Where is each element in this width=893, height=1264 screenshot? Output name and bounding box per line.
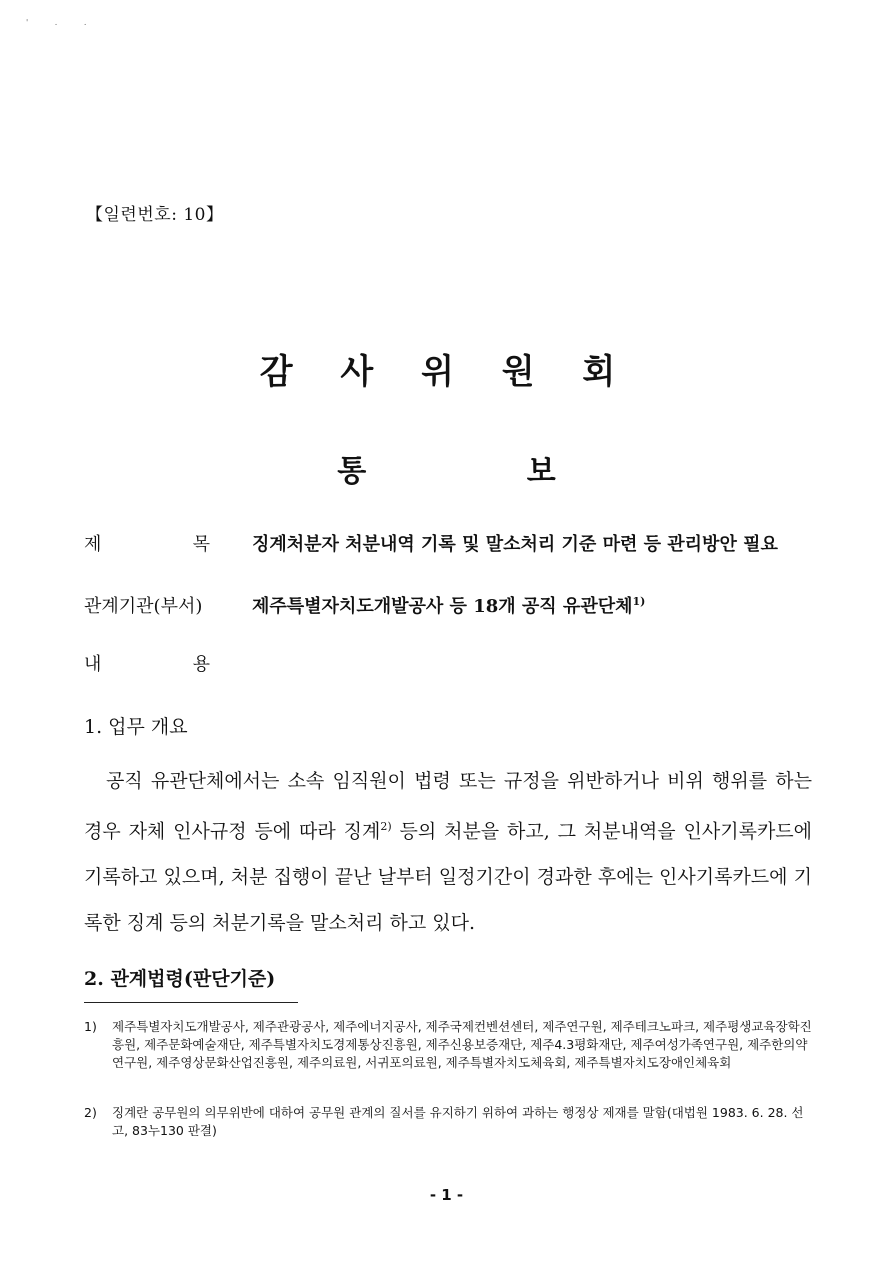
content-label [84,650,210,676]
content-label-char: 내 [84,654,102,675]
subject-label-char: 목 [192,534,210,555]
content-label-char: 용 [192,654,210,675]
footnote-number: 1) [84,1019,97,1034]
agency-text: 제주특별자치도개발공사 등 18개 공직 유관단체 [252,596,633,617]
section-1-heading: 1. 업무 개요 [84,716,188,738]
footnote-ref-1: 1) [632,595,646,608]
document-title: 감 사 위 원 회 [259,352,634,392]
serial-number: 【일련번호: 10】 [86,205,224,225]
scan-marks: ' . . [26,18,99,27]
footnote-text: 징계란 공무원의 의무위반에 대하여 공무원 관계의 질서를 유지하기 위하여 과하는 행정상 제재를 말함(대법원 1983. 6. 28. 선고, 83누130 판결) [112,1105,804,1138]
subject-value: 징계처분자 처분내역 기록 및 말소처리 기준 마련 등 관리방안 필요 [252,534,778,555]
paragraph-text-b: 등의 처분을 하고, 그 처분내역을 인사기록카드에 기록하고 있으며, 처분 집행이 끝난 날부터 일정기간이 경과한 후에는 인사기록카드에 기록한 징계 등의 처분기록을 말소처리 하고 있다. [84,820,813,935]
agency-label: 관계기관(부서) [84,596,203,617]
page-number: - 1 - [429,1186,464,1204]
footnote-number: 2) [84,1105,97,1120]
section-1-paragraph [84,758,812,946]
footnote-1 [84,1018,812,1072]
subject-label-char: 제 [84,534,102,555]
document-subtitle: 통 보 [337,454,556,489]
paragraph-text-a: 공직 유관단체에서는 소속 임직원이 법령 또는 규정을 위반하거나 비위 행위를 하는 경우 자체 인사규정 등에 따라 징계 [84,770,812,843]
footnote-text: 제주특별자치도개발공사, 제주관광공사, 제주에너지공사, 제주국제컨벤션센터, 제주연구원, 제주테크노파크, 제주평생교육장학진흥원, 제주문화예술재단, 제주특별자치도경제통상진흥원, 제주신용보증재단, 제주4.3평화재단, 제주여성가족연구원, 제주한의약연구원, 제주영상문화산업진흥원, 제주의료원, 서귀포의료원, 제주특별자치도체육회, 제주특별자치도장애인체육회 [112,1019,812,1070]
agency-value [252,592,645,618]
section-2-heading: 2. 관계법령(판단기준) [84,968,276,990]
subject-label [84,530,210,556]
footnote-2 [84,1104,812,1140]
footnote-ref-2: 2) [380,820,392,833]
footnote-divider [84,1002,298,1003]
